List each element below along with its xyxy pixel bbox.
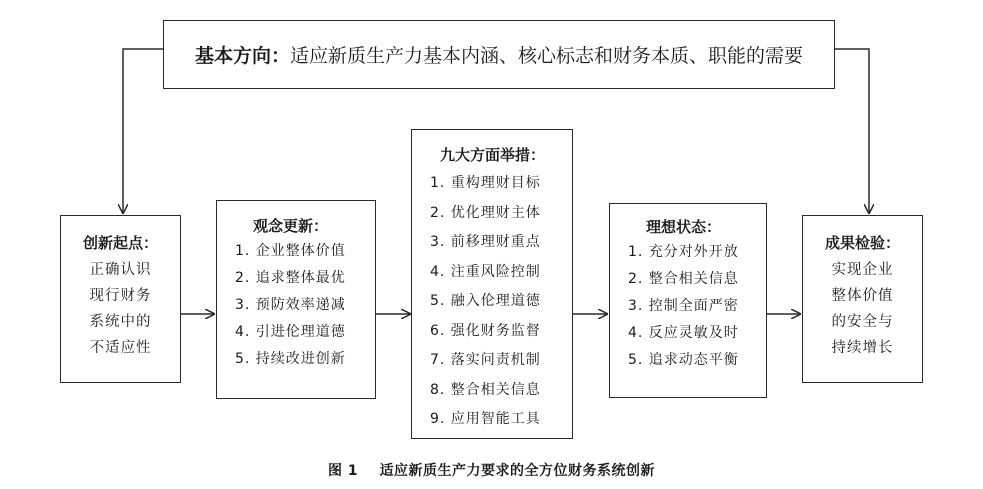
figure-title: 适应新质生产力要求的全方位财务系统创新 <box>379 463 656 479</box>
list-item: 2. 整合相关信息 <box>628 271 739 287</box>
list-item: 1. 企业整体价值 <box>235 243 346 259</box>
arrow-top-to-result <box>835 49 869 213</box>
innovation-start-title: 创新起点： <box>82 234 158 252</box>
basic-direction-label: 基本方向： <box>194 45 290 67</box>
list-item: 5. 追求动态平衡 <box>628 352 739 368</box>
list-item: 7. 落实问责机制 <box>430 352 541 368</box>
concept-update-list <box>235 238 375 373</box>
basic-direction-text: 适应新质生产力基本内涵、核心标志和财务本质、职能的需要 <box>290 45 804 67</box>
concept-update-title: 观念更新： <box>253 217 329 235</box>
arrow-top-to-start <box>123 49 163 213</box>
result-test-line: 整体价值 <box>831 288 894 304</box>
figure-caption <box>0 460 983 480</box>
list-item: 8. 整合相关信息 <box>430 381 541 398</box>
innovation-start-box <box>60 215 181 383</box>
list-item: 4. 引进伦理道德 <box>235 324 346 340</box>
result-test-line: 实现企业 <box>831 262 894 278</box>
innovation-start-line: 不适应性 <box>89 340 152 356</box>
list-item: 2. 追求整体最优 <box>235 270 346 286</box>
list-item: 1. 充分对外开放 <box>628 244 739 260</box>
list-item: 3. 控制全面严密 <box>628 298 739 314</box>
list-item: 1. 重构理财目标 <box>430 175 541 191</box>
list-item: 4. 反应灵敏及时 <box>628 325 739 341</box>
ideal-state-box <box>609 203 767 398</box>
nine-measures-title: 九大方面举措： <box>440 146 546 164</box>
nine-measures-list <box>430 169 572 435</box>
ideal-state-list <box>628 239 766 374</box>
innovation-start-line: 正确认识 <box>89 262 152 278</box>
basic-direction-box <box>163 20 835 89</box>
result-test-line: 持续增长 <box>831 340 894 356</box>
list-item: 9. 应用智能工具 <box>430 411 541 427</box>
list-item: 6. 强化财务监督 <box>430 322 541 339</box>
result-test-title: 成果检验： <box>824 234 900 252</box>
figure-number: 图 1 <box>327 463 359 479</box>
list-item: 4. 注重风险控制 <box>430 263 541 280</box>
list-item: 3. 预防效率递减 <box>235 297 346 313</box>
ideal-state-title: 理想状态： <box>646 218 722 236</box>
list-item: 5. 持续改进创新 <box>235 351 346 367</box>
list-item: 3. 前移理财重点 <box>430 234 541 250</box>
nine-measures-box <box>411 129 573 439</box>
innovation-start-line: 系统中的 <box>89 314 152 330</box>
list-item: 2. 优化理财主体 <box>430 204 541 221</box>
result-test-line: 的安全与 <box>831 314 894 330</box>
result-test-box <box>802 215 923 383</box>
innovation-start-line: 现行财务 <box>89 288 152 304</box>
list-item: 5. 融入伦理道德 <box>430 293 541 309</box>
concept-update-box <box>216 200 376 399</box>
